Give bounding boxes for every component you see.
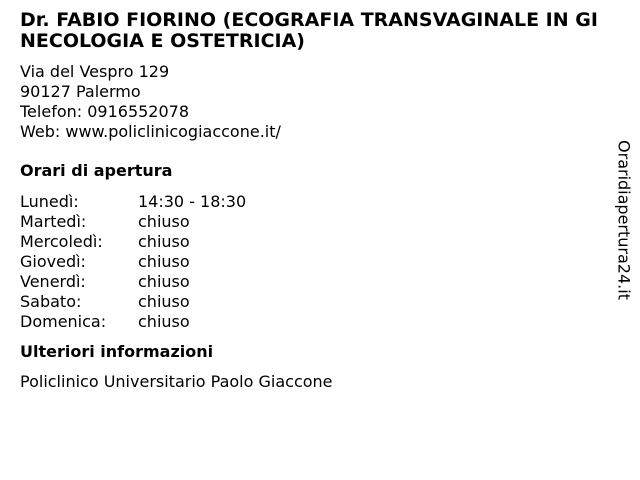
hours-row-thursday	[20, 252, 610, 272]
street-address: Via del Vespro 129	[20, 62, 170, 81]
hours-row-wednesday	[20, 232, 610, 252]
day-hours: chiuso	[138, 252, 190, 271]
opening-hours-heading: Orari di apertura	[20, 161, 173, 180]
website-link[interactable]: Web: www.policlinicogiaccone.it/	[20, 122, 281, 141]
day-hours: chiuso	[138, 232, 190, 251]
hours-row-friday	[20, 272, 610, 292]
phone-number: Telefon: 0916552078	[20, 102, 190, 121]
address-block	[20, 62, 610, 142]
day-hours: chiuso	[138, 212, 190, 231]
more-info-text: Policlinico Universitario Paolo Giaccone	[20, 372, 333, 391]
hours-row-saturday	[20, 292, 610, 312]
listing-card	[20, 10, 610, 392]
day-label: Sabato:	[20, 292, 82, 311]
day-hours: chiuso	[138, 272, 190, 291]
day-label: Lunedì:	[20, 192, 79, 211]
day-hours: chiuso	[138, 292, 190, 311]
hours-row-tuesday	[20, 212, 610, 232]
city-postcode: 90127 Palermo	[20, 82, 141, 101]
more-info-heading: Ulteriori informazioni	[20, 342, 214, 361]
opening-hours-table	[20, 192, 610, 332]
day-hours: 14:30 - 18:30	[138, 192, 247, 211]
day-label: Mercoledì:	[20, 232, 103, 251]
hours-row-sunday	[20, 312, 610, 332]
day-label: Martedì:	[20, 212, 87, 231]
page-title: Dr. FABIO FIORINO (ECOGRAFIA TRANSVAGINALE IN GINECOLOGIA E OSTETRICIA)	[20, 9, 598, 52]
day-label: Domenica:	[20, 312, 107, 331]
day-hours: chiuso	[138, 312, 190, 331]
day-label: Giovedì:	[20, 252, 86, 271]
site-watermark: Oraridiapertura24.it	[614, 140, 634, 300]
day-label: Venerdì:	[20, 272, 86, 291]
hours-row-monday	[20, 192, 610, 212]
